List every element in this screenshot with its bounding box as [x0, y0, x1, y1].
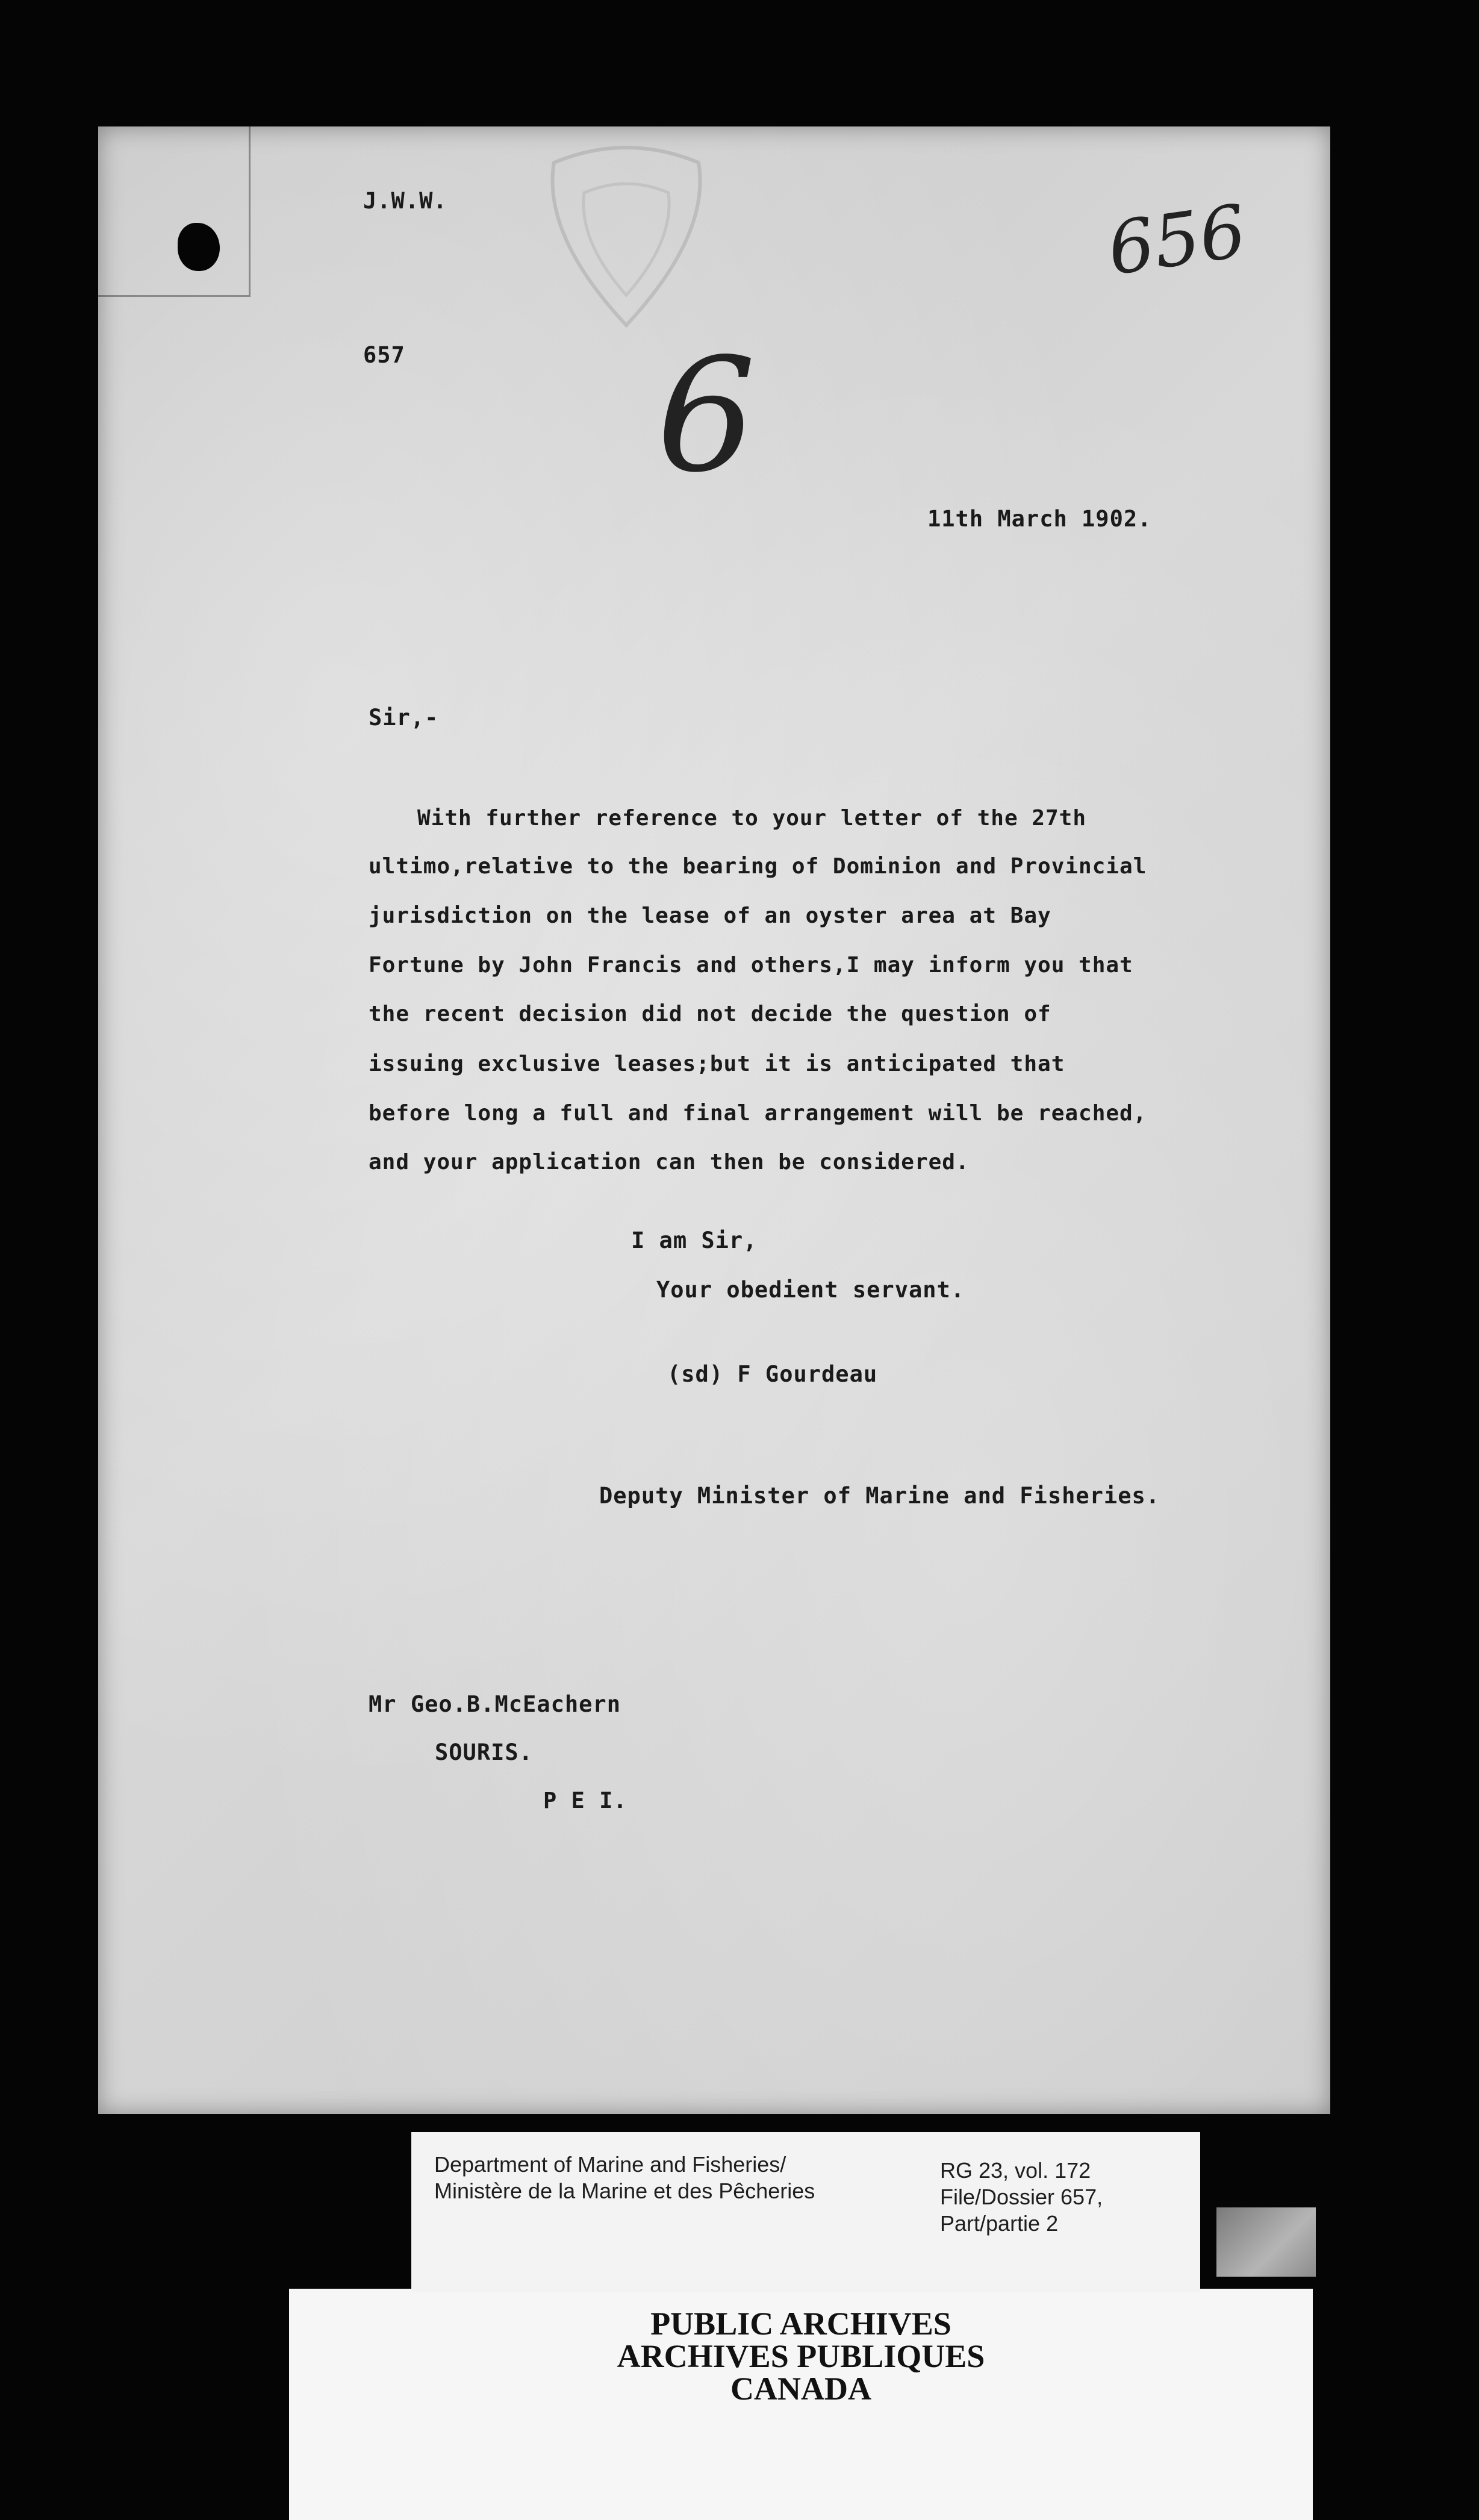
body-line-1: With further reference to your letter of the 27th	[417, 806, 1087, 831]
recipient-city: SOURIS.	[435, 1739, 533, 1765]
body-line-6: issuing exclusive leases;but it is anticipated that	[369, 1052, 1065, 1076]
body-line-7: before long a full and final arrangement will be reached,	[369, 1101, 1147, 1126]
archive-stamp-strip	[289, 2289, 1313, 2520]
typist-initials: J.W.W.	[363, 188, 447, 214]
archive-title-en: PUBLIC ARCHIVES	[650, 2306, 951, 2342]
archive-reference-card	[411, 2132, 1200, 2292]
archive-title-country: CANADA	[730, 2371, 871, 2407]
body-line-5: the recent decision did not decide the question of	[369, 1002, 1051, 1026]
signature: (sd) F Gourdeau	[667, 1361, 878, 1387]
body-line-8: and your application can then be considered.	[369, 1150, 970, 1174]
signature-title: Deputy Minister of Marine and Fisheries.	[599, 1483, 1160, 1509]
department-en: Department of Marine and Fisheries/	[434, 2152, 786, 2177]
watermark-seal	[530, 139, 723, 337]
handwritten-marginal-mark: 6	[656, 325, 756, 507]
closing-line-1: I am Sir,	[631, 1227, 758, 1253]
label-smudge	[1216, 2207, 1316, 2277]
department-fr: Ministère de la Marine et des Pêcheries	[434, 2178, 815, 2203]
body-line-3: jurisdiction on the lease of an oyster area at Bay	[369, 903, 1051, 928]
handwritten-page-number: 656	[1103, 189, 1251, 292]
letter-date: 11th March 1902.	[927, 506, 1152, 532]
closing-line-2: Your obedient servant.	[656, 1277, 965, 1303]
page-fold-corner	[98, 126, 251, 297]
punch-hole	[178, 223, 220, 271]
salutation: Sir,-	[369, 705, 439, 731]
file-number: 657	[363, 342, 405, 368]
body-line-4: Fortune by John Francis and others,I may inform you that	[369, 953, 1133, 978]
part-partie: Part/partie 2	[940, 2211, 1059, 2236]
recipient-name: Mr Geo.B.McEachern	[369, 1691, 621, 1717]
recipient-province: P E I.	[543, 1788, 627, 1814]
file-dossier: File/Dossier 657,	[940, 2185, 1103, 2209]
body-line-2: ultimo,relative to the bearing of Dominion and Provincial	[369, 854, 1147, 879]
archive-title-fr: ARCHIVES PUBLIQUES	[617, 2338, 985, 2374]
record-group: RG 23, vol. 172	[940, 2158, 1091, 2183]
